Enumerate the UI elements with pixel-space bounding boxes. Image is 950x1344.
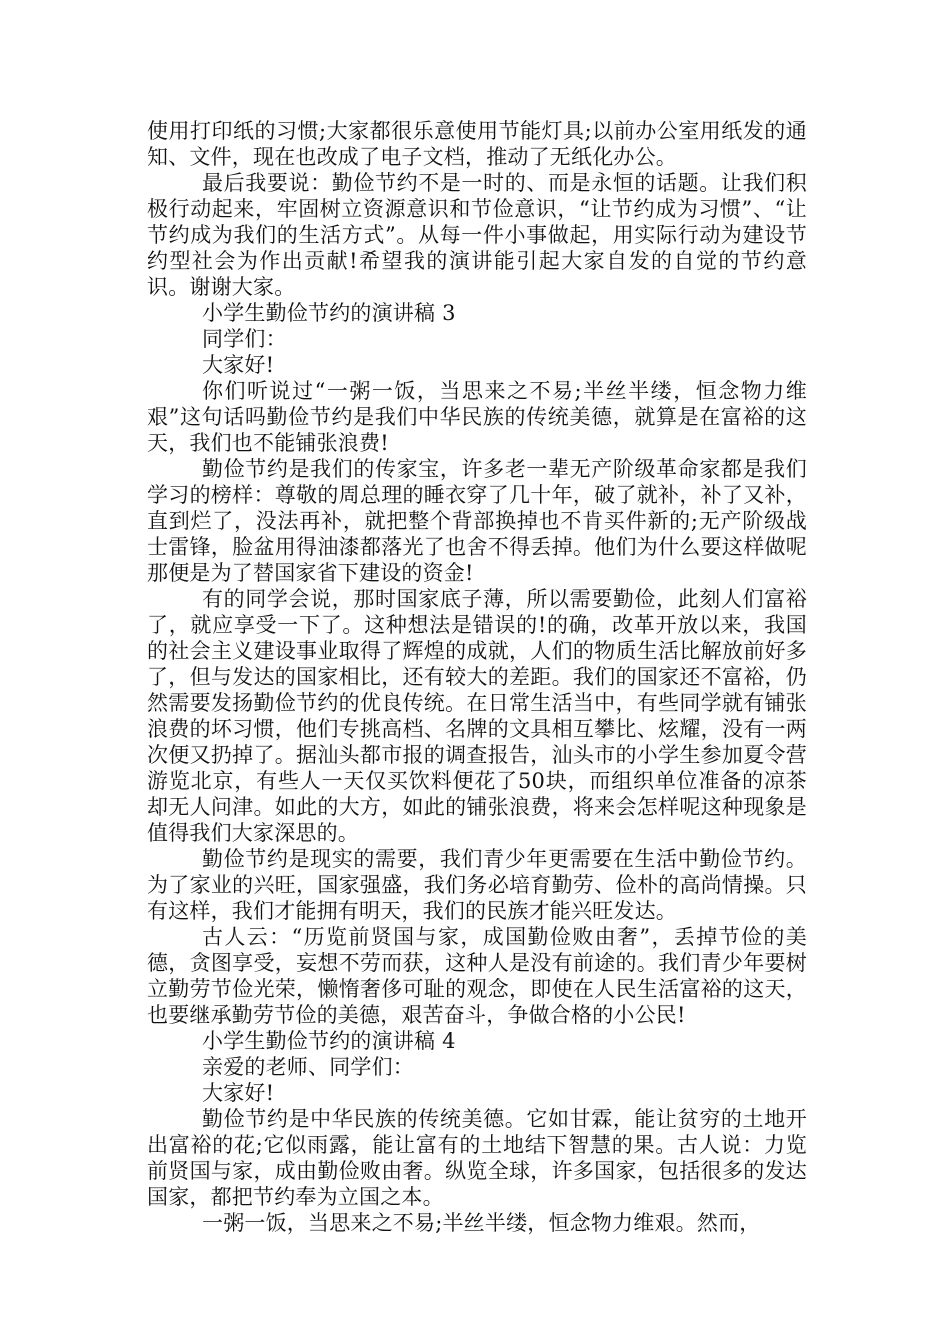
paragraph: 一粥一饭，当思来之不易;半丝半缕，恒念物力维艰。然而， bbox=[202, 1211, 761, 1235]
document-body bbox=[147, 118, 807, 1236]
paragraph: 古人云：“历览前贤国与家，成国勤俭败由奢”，丢掉节俭的美德，贪图享受，妄想不劳而获，这种人是没有前途的。我们青少年要树立勤劳节俭光荣，懒惰奢侈可耻的观念，即使在人民生活富裕的这天，也要继承勤劳节俭的美德，艰苦奋斗，争做合格的小公民! bbox=[147, 925, 807, 1027]
greeting: 大家好! bbox=[202, 1081, 275, 1105]
salutation: 同学们： bbox=[202, 327, 287, 351]
salutation: 亲爱的老师、同学们： bbox=[202, 1055, 414, 1079]
paragraph: 你们听说过“一粥一饭，当思来之不易;半丝半缕，恒念物力维艰”这句话吗勤俭节约是我们中华民族的传统美德，就算是在富裕的这天，我们也不能铺张浪费! bbox=[147, 379, 807, 455]
paragraph: 使用打印纸的习惯;大家都很乐意使用节能灯具;以前办公室用纸发的通知、文件，现在也改成了电子文档，推动了无纸化办公。 bbox=[147, 119, 807, 169]
paragraph: 最后我要说：勤俭节约不是一时的、而是永恒的话题。让我们积极行动起来，牢固树立资源意识和节俭意识，“让节约成为习惯”、“让节约成为我们的生活方式”。从每一件小事做起，用实际行动为建设节约型社会为作出贡献!希望我的演讲能引起大家自发的自觉的节约意识。谢谢大家。 bbox=[147, 171, 807, 299]
paragraph: 勤俭节约是中华民族的传统美德。它如甘霖，能让贫穷的土地开出富裕的花;它似雨露，能让富有的土地结下智慧的果。古人说：力览前贤国与家，成由勤俭败由奢。纵览全球，许多国家，包括很多的发达国家，都把节约奉为立国之本。 bbox=[147, 1107, 807, 1209]
paragraph: 有的同学会说，那时国家底子薄，所以需要勤俭，此刻人们富裕了，就应享受一下了。这种想法是错误的!的确，改革开放以来，我国的社会主义建设事业取得了辉煌的成就，人们的物质生活比解放前好多了，但与发达的国家相比，还有较大的差距。我们的国家还不富裕，仍然需要发扬勤俭节约的优良传统。在日常生活当中，有些同学就有铺张浪费的坏习惯，他们专挑高档、名牌的文具相互攀比、炫耀，没有一两次便又扔掉了。据汕头都市报的调查报告，汕头市的小学生参加夏令营游览北京，有些人一天仅买饮料便花了50块，而组织单位准备的凉茶却无人问津。如此的大方，如此的铺张浪费，将来会怎样呢这种现象是值得我们大家深思的。 bbox=[147, 587, 807, 845]
paragraph: 勤俭节约是现实的需要，我们青少年更需要在生活中勤俭节约。为了家业的兴旺，国家强盛，我们务必培育勤劳、俭朴的高尚情操。只有这样，我们才能拥有明天，我们的民族才能兴旺发达。 bbox=[147, 847, 807, 923]
section-heading: 小学生勤俭节约的演讲稿 3 bbox=[202, 301, 456, 325]
paragraph: 勤俭节约是我们的传家宝，许多老一辈无产阶级革命家都是我们学习的榜样：尊敬的周总理的睡衣穿了几十年，破了就补，补了又补，直到烂了，没法再补，就把整个背部换掉也不肯买件新的;无产阶级战士雷锋，脸盆用得油漆都落光了也舍不得丢掉。他们为什么要这样做呢那便是为了替国家省下建设的资金! bbox=[147, 457, 807, 585]
section-heading: 小学生勤俭节约的演讲稿 4 bbox=[202, 1029, 456, 1053]
greeting: 大家好! bbox=[202, 353, 275, 377]
